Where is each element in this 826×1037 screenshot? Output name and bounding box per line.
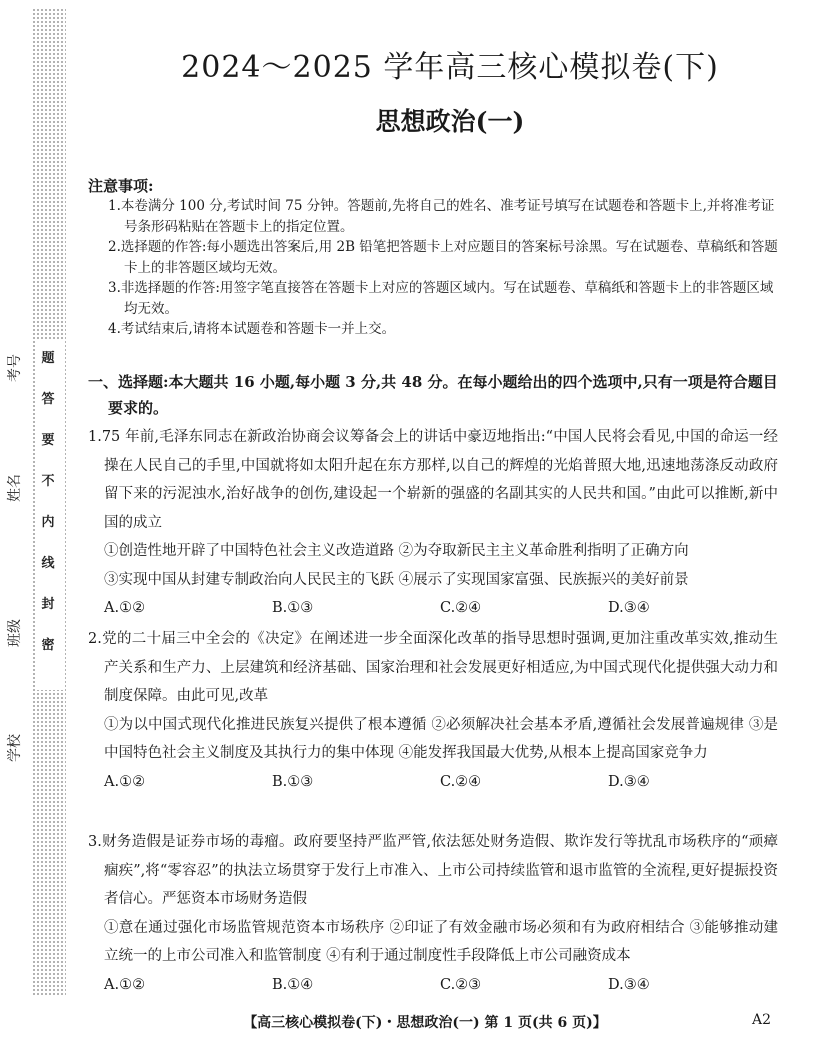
question-2: [88, 625, 778, 796]
notice-heading: 注意事项:: [88, 177, 154, 195]
question-statement: ①意在通过强化市场监管规范资本市场秩序 ②印证了有效金融市场必须和有为政府相结合 ③能够推动建立统一的上市公司准入和监管制度 ④有利于通过制度性手段降低上市公司融资成本: [104, 919, 778, 964]
paper-code: A2: [752, 1012, 772, 1028]
question-1: [88, 423, 778, 623]
binding-char: 要: [41, 433, 55, 448]
notice-list: [108, 196, 778, 340]
option-a[interactable]: A.①②: [104, 773, 146, 790]
option-a[interactable]: A.①②: [104, 976, 146, 993]
question-stem: 2.党的二十届三中全会的《决定》在阐述进一步全面深化改革的指导思想时强调,更加注重改革实效,推动生产关系和生产力、上层建筑和经济基础、国家治理和社会发展更好相适应,为中国式现代化提供强大动力和制度保障。由此可见,改革: [88, 631, 778, 704]
school-label: 学校: [7, 734, 23, 762]
page-title: 2024～2025 学年高三核心模拟卷(下): [181, 50, 719, 85]
question-statement: ①为以中国式现代化推进民族复兴提供了根本遵循 ②必须解决社会基本矛盾,遵循社会发展普遍规律 ③是中国特色社会主义制度及其执行力的集中体现 ④能发挥我国最大优势,从根本上提高国家竞争力: [104, 716, 778, 761]
option-a[interactable]: A.①②: [104, 600, 146, 616]
exam-number-label: 考号: [7, 354, 23, 382]
binding-char: 题: [41, 351, 55, 366]
option-d[interactable]: D.③④: [608, 600, 650, 616]
question-stem: 3.财务造假是证券市场的毒瘤。政府要坚持严监严管,依法惩处财务造假、欺诈发行等扰乱市场秩序的“顽瘴痼疾”,将“零容忍”的执法立场贯穿于发行上市准入、上市公司持续监管和退市监管的全流程,更好提振投资者信心。严惩资本市场财务造假: [88, 834, 778, 907]
binding-char: 答: [41, 392, 55, 407]
binding-char: 不: [41, 474, 55, 489]
answer-options: [88, 768, 778, 797]
notice-item: 4.考试结束后,请将本试题卷和答题卡一并上交。: [108, 321, 396, 337]
section-heading: [88, 369, 788, 421]
answer-options: [88, 971, 778, 1000]
notice-item: 3.非选择题的作答:用签字笔直接答在答题卡上对应的答题区域内。写在试题卷、草稿纸和答题卡上的非答题区域均无效。: [108, 280, 774, 317]
class-label: 班级: [7, 619, 23, 647]
section-heading-line: 一、选择题:本大题共 16 小题,每小题 3 分,共 48 分。在每小题给出的四个选项中,只有一项是符合题目: [88, 373, 778, 391]
option-c[interactable]: C.②③: [440, 976, 482, 993]
answer-options: [88, 594, 778, 623]
option-c[interactable]: C.②④: [440, 600, 482, 616]
section-heading-line: 要求的。: [108, 399, 169, 417]
question-3: [88, 828, 778, 999]
question-statement: ③实现中国从封建专制政治向人民民主的飞跃 ④展示了实现国家富强、民族振兴的美好前景: [104, 571, 689, 588]
page-footer: 【高三核心模拟卷(下)・思想政治(一) 第 1 页(共 6 页)】: [243, 1015, 607, 1031]
option-b[interactable]: B.①③: [272, 773, 314, 790]
binding-char: 线: [41, 556, 55, 571]
binding-char: 内: [41, 515, 55, 530]
binding-char: 密: [41, 638, 55, 653]
option-c[interactable]: C.②④: [440, 773, 482, 790]
binding-char: 封: [41, 597, 55, 612]
option-b[interactable]: B.①③: [272, 600, 314, 616]
name-label: 姓名: [7, 474, 23, 502]
option-b[interactable]: B.①④: [272, 976, 314, 993]
question-stem: 1.75 年前,毛泽东同志在新政治协商会议筹备会上的讲话中豪迈地指出:“中国人民将会看见,中国的命运一经操在人民自己的手里,中国就将如太阳升起在东方那样,以自己的辉煌的光焰普照大地,迅速地荡涤反动政府留下来的污泥浊水,治好战争的创伤,建设起一个崭新的强盛的名副其实的人民共和国。”由此可以推断,新中国的成立: [88, 429, 778, 531]
question-statement: ①创造性地开辟了中国特色社会主义改造道路 ②为夺取新民主主义革命胜利指明了正确方向: [104, 543, 689, 559]
notice-item: 2.选择题的作答:每小题选出答案后,用 2B 铅笔把答题卡上对应题目的答案标号涂黑。写在试题卷、草稿纸和答题卡上的非答题区域均无效。: [108, 239, 778, 276]
option-d[interactable]: D.③④: [608, 773, 650, 790]
option-d[interactable]: D.③④: [608, 976, 650, 993]
notice-item: 1.本卷满分 100 分,考试时间 75 分钟。答题前,先将自己的姓名、准考证号填写在试题卷和答题卡上,并将准考证号条形码粘贴在答题卡上的指定位置。: [108, 198, 775, 235]
page-subtitle: 思想政治(一): [375, 107, 525, 136]
